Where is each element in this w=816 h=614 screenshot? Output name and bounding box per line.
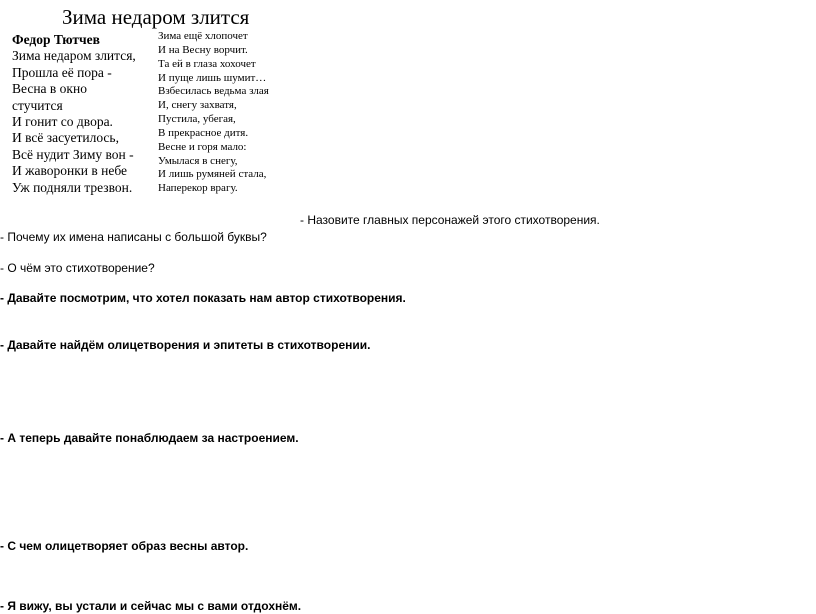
question-poem-about: - О чём это стихотворение?: [0, 261, 155, 275]
poem-line: Весна в окно: [12, 81, 87, 97]
poem-line: Взбесилась ведьма злая: [158, 85, 269, 98]
poem-line: Зима ещё хлопочет: [158, 30, 248, 42]
poem-line: И пуще лишь шумит…: [158, 71, 267, 84]
question-mood: - А теперь давайте понаблюдаем за настроением.: [0, 431, 299, 445]
poem-line: И гонит со двора.: [12, 114, 113, 130]
poem-line: стучится: [12, 97, 63, 113]
poem-line: В прекрасное дитя.: [158, 126, 249, 139]
poem-line: И лишь румяней стала,: [158, 168, 267, 181]
poem-line: Умылася в снегу,: [158, 154, 238, 167]
poem-line: И всё засуетилось,: [12, 130, 119, 146]
poem-line: И, снегу захватя,: [158, 99, 237, 112]
poem-column-left: [12, 32, 136, 196]
question-main-characters: - Назовите главных персонажей этого стихотворения.: [300, 213, 600, 227]
question-rest: - Я вижу, вы устали и сейчас мы с вами отдохнём.: [0, 599, 302, 613]
poem-line: Весне и горя мало:: [158, 140, 247, 153]
poem-line: Та ей в глаза хохочет: [158, 57, 256, 70]
poem-line: И на Весну ворчит.: [158, 43, 248, 56]
poem-line: Наперекор врагу.: [158, 182, 238, 195]
question-spring-image: - С чем олицетворяет образ весны автор.: [0, 539, 249, 553]
question-author-intent: - Давайте посмотрим, что хотел показать нам автор стихотворения.: [0, 291, 406, 305]
question-personification: - Давайте найдём олицетворения и эпитеты в стихотворении.: [0, 338, 371, 352]
poem-line: Уж подняли трезвон.: [12, 179, 133, 195]
poem-line: Зима недаром злится,: [12, 48, 136, 64]
question-capital-letters: - Почему их имена написаны с большой буквы?: [0, 230, 267, 244]
poem-line: Всё нудит Зиму вон -: [12, 146, 134, 162]
poem-column-right: [158, 30, 269, 196]
poem-author: Федор Тютчев: [12, 32, 100, 47]
poem-line: И жаворонки в небе: [12, 163, 128, 179]
poem-line: Прошла её пора -: [12, 64, 112, 80]
poem-line: Пустила, убегая,: [158, 113, 236, 126]
poem-title: Зима недаром злится: [62, 5, 250, 29]
